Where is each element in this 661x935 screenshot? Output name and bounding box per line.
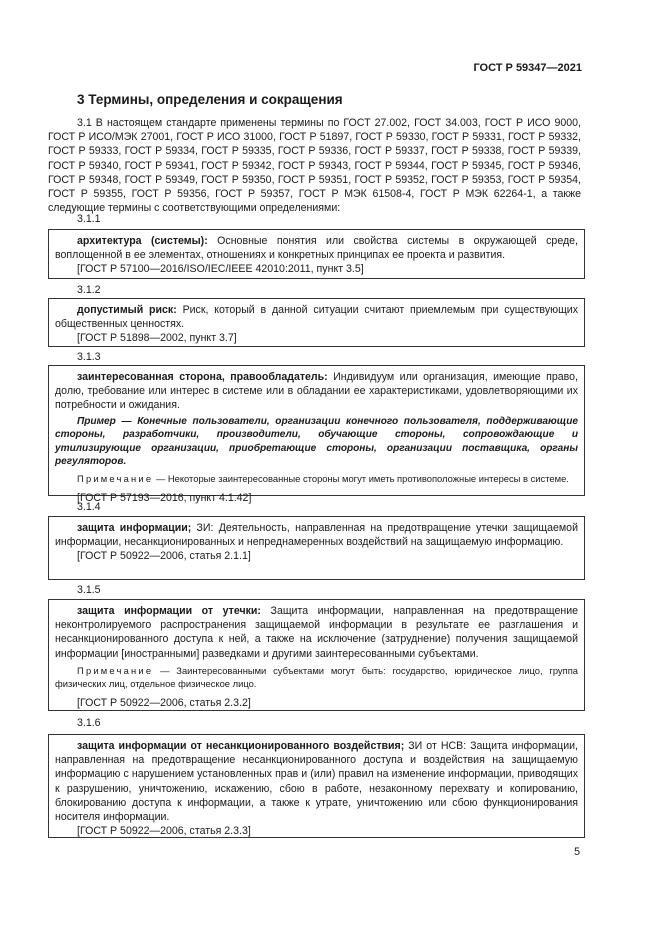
term-reference: [ГОСТ Р 57193—2016, пункт 4.1.42] [77, 491, 252, 504]
note-text: — Некоторые заинтересованные стороны могут иметь противоположные интересы в системе. [153, 472, 569, 484]
term-number: 3.1.4 [77, 501, 101, 513]
definition-text: Риск, который в данной ситуации считают приемлемым при существующих общественных ценностях. [55, 304, 578, 331]
term-name: заинтересованная сторона, правообладатель: [77, 371, 328, 383]
term-definition [55, 234, 578, 262]
term-name: архитектура (системы): [77, 235, 208, 247]
term-definition [55, 370, 578, 413]
term-reference: [ГОСТ Р 51898—2002, пункт 3.7] [77, 332, 237, 345]
term-note [55, 664, 578, 690]
term-definition [55, 521, 578, 549]
term-reference: [ГОСТ Р 50922—2006, статья 2.3.2] [77, 696, 251, 709]
intro-paragraph: 3.1 В настоящем стандарте применены термины по ГОСТ 27.002, ГОСТ 34.003, ГОСТ Р ИСО 9000, ГОСТ Р ИСО/МЭК 27001, ГОСТ Р ИСО 31000, ГОСТ Р 51897, ГОСТ Р 59330, ГОСТ Р 59331, ГОСТ Р 59332, ГОСТ Р 59333, ГОСТ Р 59334, ГОСТ Р 59335, ГОСТ Р 59336, ГОСТ Р 59337, ГОСТ Р 59338, ГОСТ Р 59339, ГОСТ Р 59340, ГОСТ Р 59341, ГОСТ Р 59342, ГОСТ Р 59343, ГОСТ Р 59344, ГОСТ Р 59345, ГОСТ Р 59346, ГОСТ Р 59348, ГОСТ Р 59349, ГОСТ Р 59350, ГОСТ Р 59351, ГОСТ Р 59352, ГОСТ Р 59353, ГОСТ Р 59354, ГОСТ Р 59355, ГОСТ Р 59356, ГОСТ Р 59357, ГОСТ Р МЭК 61508-4, ГОСТ Р МЭК 62264-1, а также следующие термины с соответствующими определениями: [48, 117, 581, 215]
term-example [55, 415, 578, 469]
example-text: Конечные пользователи, организации конечного пользователя, поддерживающие стороны, разработчики, производители, обучающие стороны, сопровождающие и утилизирующие организации, приобретающие стороны, организации поставщика, органы регуляторов. [55, 415, 578, 468]
term-definition [55, 739, 578, 824]
term-number: 3.1.1 [77, 213, 101, 225]
term-number: 3.1.3 [77, 351, 101, 363]
term-name: защита информации от несанкционированного воздействия; [77, 740, 405, 752]
term-box [48, 516, 585, 580]
term-definition [55, 303, 578, 331]
definition-text: Защита информации, направленная на предотвращение неконтролируемого распространения защищаемой информации в результате ее разглашения и несанкционированного доступа к ней, а также на исключение (затруднение) получения защищаемой информации [иностранными] разведками и другими заинтересованными субъектами. [55, 605, 578, 660]
definition-text: ЗИ: Деятельность, направленная на предотвращение утечки защищаемой информации, несанкционированных и непреднамеренных воздействий на защищаемую информацию. [55, 522, 578, 549]
note-label: Примечание [77, 472, 154, 484]
section-title: 3 Термины, определения и сокращения [77, 92, 343, 107]
term-number: 3.1.6 [77, 717, 101, 729]
definition-text: Индивидуум или организация, имеющие право, долю, требование или интерес в системе или в обладании ее характеристиками, удовлетворяющими их потребности и ожидания. [55, 371, 578, 412]
term-reference: [ГОСТ Р 57100—2016/ISO/IEC/IEEE 42010:2011, пункт 3.5] [77, 263, 364, 276]
note-label: Примечание [77, 664, 154, 676]
term-name: защита информации; [77, 522, 192, 534]
term-note [55, 472, 578, 485]
term-box [48, 298, 585, 347]
term-reference: [ГОСТ Р 50922—2006, статья 2.1.1] [77, 550, 251, 563]
page-number: 5 [574, 846, 580, 858]
term-box [48, 229, 585, 279]
definition-text: ЗИ от НСВ: Защита информации, направленная на предотвращение несанкционированного доступа и воздействия на защищаемую информацию с нарушением установленных прав и (или) правил на изменение информации, приводящих к разрушению, уничтожению, искажению, сбою в работе, незаконному перехвату и копированию, блокированию доступа к информации, а также к утрате, уничтожению или сбою функционирования носителя информации. [55, 740, 578, 824]
term-reference: [ГОСТ Р 50922—2006, статья 2.3.3] [77, 825, 251, 838]
term-box [48, 365, 585, 504]
term-name: допустимый риск: [77, 304, 177, 316]
standard-code: ГОСТ Р 59347—2021 [473, 62, 582, 74]
term-number: 3.1.2 [77, 284, 101, 296]
definition-text: Основные понятия или свойства системы в окружающей среде, воплощенной в ее элементах, отношениях и конкретных принципах ее проекта и развития. [55, 235, 578, 262]
term-definition [55, 604, 578, 661]
term-name: защита информации от утечки: [77, 605, 261, 617]
term-number: 3.1.5 [77, 584, 101, 596]
term-box [48, 734, 585, 838]
note-text: — Заинтересованными субъектами могут быть: государство, юридическое лицо, группа физических лиц, отдельное физическое лицо. [55, 664, 578, 689]
term-box [48, 599, 585, 711]
example-label: Пример — [77, 415, 132, 427]
